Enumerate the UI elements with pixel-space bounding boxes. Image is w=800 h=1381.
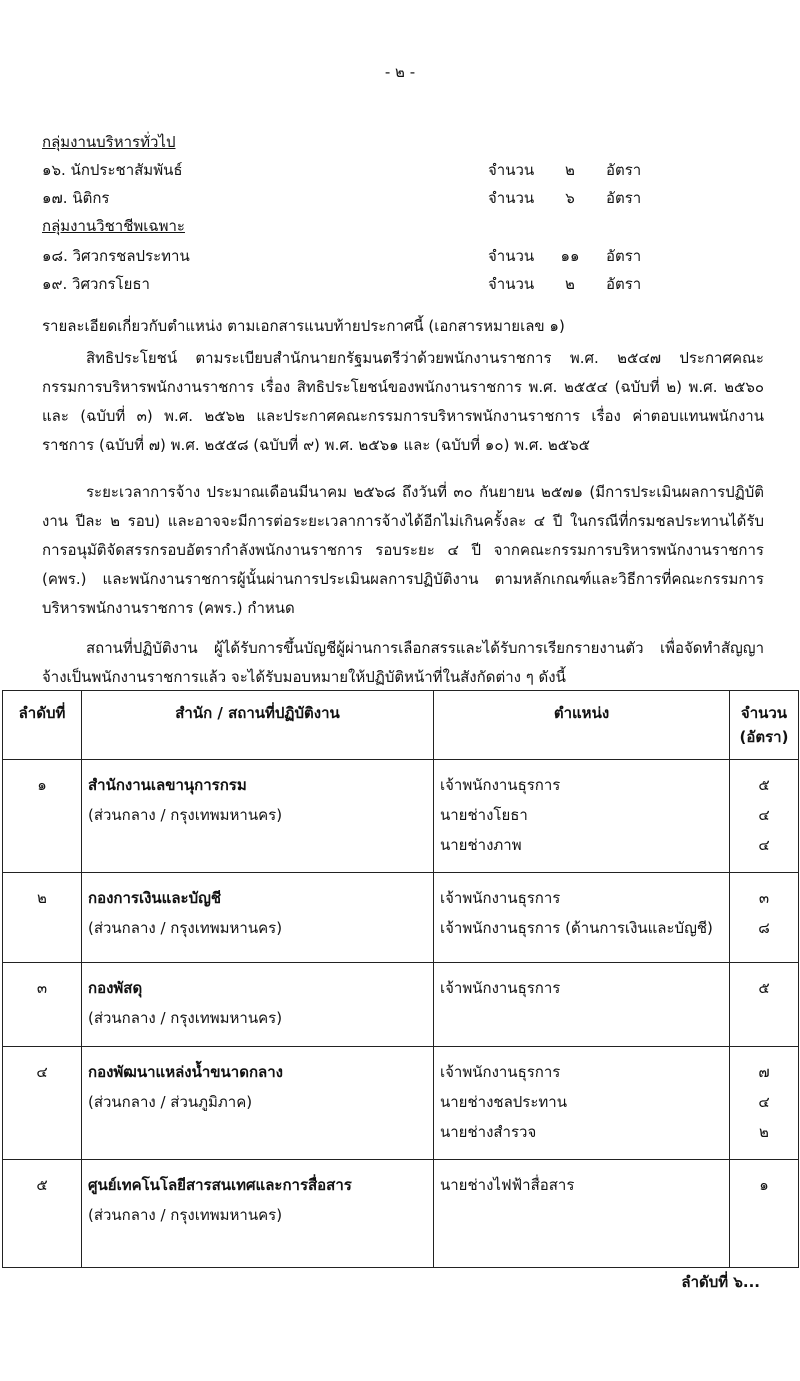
header-count-label: จำนวน xyxy=(740,704,788,722)
row-office xyxy=(82,963,434,1047)
office-location: (ส่วนกลาง / กรุงเทพมหานคร) xyxy=(88,1009,283,1027)
position-unit: อัตรา xyxy=(606,161,642,179)
row-seq: ๑ xyxy=(3,760,82,873)
position-count: ๘ xyxy=(758,919,770,937)
row-seq: ๒ xyxy=(3,873,82,963)
office-name: กองพัสดุ xyxy=(88,979,143,997)
row-counts xyxy=(730,760,799,873)
benefits-text: สิทธิประโยชน์ ตามระเบียบสำนักนายกรัฐมนตรีว่าด้วยพนักงานราชการ พ.ศ. ๒๕๔๗ ประกาศคณะกรรมการบริหารพนักงานราชการ เรื่อง สิทธิประโยชน์ของพนักงานราชการ พ.ศ. ๒๕๕๔ (ฉบับที่ ๒) พ.ศ. ๒๕๖๐ และ (ฉบับที่ ๓) พ.ศ. ๒๕๖๒ และประกาศคณะกรรมการบริหารพนักงานราชการ เรื่อง ค่าตอบแทนพนักงานราชการ (ฉบับที่ ๗) พ.ศ. ๒๕๕๘ (ฉบับที่ ๙) พ.ศ. ๒๕๖๑ และ (ฉบับที่ ๑๐) พ.ศ. ๒๕๖๕ xyxy=(42,349,764,454)
group-heading-general-admin: กลุ่มงานบริหารทั่วไป xyxy=(42,133,176,151)
table-row xyxy=(3,963,799,1047)
row-positions xyxy=(434,1160,730,1268)
workplace-table xyxy=(2,690,799,1268)
next-page-marker: ลำดับที่ ๖... xyxy=(681,1273,760,1291)
row-seq: ๔ xyxy=(3,1047,82,1160)
header-seq: ลำดับที่ xyxy=(3,691,82,760)
table-header-row xyxy=(3,691,799,760)
position-count: ๔ xyxy=(758,836,770,854)
position-count: ๒ xyxy=(759,1123,769,1141)
position-name: ๑๖. นักประชาสัมพันธ์ xyxy=(42,161,183,179)
position-title: นายช่างสำรวจ xyxy=(440,1123,537,1141)
page-number: - ๒ - xyxy=(384,63,416,81)
workplace-intro-paragraph xyxy=(42,634,764,692)
header-office: สำนัก / สถานที่ปฏิบัติงาน xyxy=(82,691,434,760)
header-count xyxy=(730,691,799,760)
position-name: ๑๗. นิติกร xyxy=(42,189,110,207)
office-location: (ส่วนกลาง / ส่วนภูมิภาค) xyxy=(88,1093,253,1111)
position-count-label: จำนวน xyxy=(488,275,535,293)
position-name: ๑๙. วิศวกรโยธา xyxy=(42,275,150,293)
office-location: (ส่วนกลาง / กรุงเทพมหานคร) xyxy=(88,919,283,937)
row-seq: ๕ xyxy=(3,1160,82,1268)
row-office xyxy=(82,1160,434,1268)
row-counts xyxy=(730,873,799,963)
office-name: กองการเงินและบัญชี xyxy=(88,889,222,907)
row-positions xyxy=(434,760,730,873)
header-position: ตำแหน่ง xyxy=(434,691,730,760)
office-location: (ส่วนกลาง / กรุงเทพมหานคร) xyxy=(88,806,283,824)
office-location: (ส่วนกลาง / กรุงเทพมหานคร) xyxy=(88,1206,283,1224)
employment-period-text: ระยะเวลาการจ้าง ประมาณเดือนมีนาคม ๒๕๖๘ ถึงวันที่ ๓๐ กันยายน ๒๕๗๑ (มีการประเมินผลการปฏิบัติงาน ปีละ ๒ รอบ) และอาจจะมีการต่อระยะเวลาการจ้างได้อีกไม่เกินครั้งละ ๔ ปี ในกรณีที่กรมชลประทานได้รับการอนุมัติจัดสรรกรอบอัตรากำลังพนักงานราชการ รอบระยะ ๔ ปี จากคณะกรรมการบริหารพนักงานราชการ (คพร.) และพนักงานราชการผู้นั้นผ่านการประเมินผลการปฏิบัติงาน ตามหลักเกณฑ์และวิธีการที่คณะกรรมการบริหารพนักงานราชการ (คพร.) กำหนด xyxy=(42,483,764,617)
position-title: เจ้าพนักงานธุรการ xyxy=(440,776,561,794)
position-name: ๑๘. วิศวกรชลประทาน xyxy=(42,247,190,265)
position-count: ๒ xyxy=(565,161,575,179)
position-unit: อัตรา xyxy=(606,189,642,207)
position-count: ๓ xyxy=(758,889,770,907)
position-title: เจ้าพนักงานธุรการ xyxy=(440,979,561,997)
workplace-intro-text: สถานที่ปฏิบัติงาน ผู้ได้รับการขึ้นบัญชีผู้ผ่านการเลือกสรรและได้รับการเรียกรายงานตัว เพื่อจัดทำสัญญาจ้างเป็นพนักงานราชการแล้ว จะได้รับมอบหมายให้ปฏิบัติหน้าที่ในสังกัดต่าง ๆ ดังนี้ xyxy=(42,639,764,686)
position-count-label: จำนวน xyxy=(488,247,535,265)
table-row xyxy=(3,1047,799,1160)
employment-period-paragraph xyxy=(42,478,764,623)
position-count: ๑ xyxy=(759,1176,769,1194)
table-row xyxy=(3,873,799,963)
position-count-label: จำนวน xyxy=(488,161,535,179)
header-count-unit: (อัตรา) xyxy=(739,728,789,746)
position-unit: อัตรา xyxy=(606,275,642,293)
position-count: ๔ xyxy=(758,806,770,824)
office-name: ศูนย์เทคโนโลยีสารสนเทศและการสื่อสาร xyxy=(88,1176,352,1194)
position-unit: อัตรา xyxy=(606,247,642,265)
row-counts xyxy=(730,1160,799,1268)
row-positions xyxy=(434,1047,730,1160)
position-title: เจ้าพนักงานธุรการ (ด้านการเงินและบัญชี) xyxy=(440,919,713,937)
position-count: ๕ xyxy=(758,776,770,794)
benefits-paragraph xyxy=(42,344,764,460)
table-row xyxy=(3,1160,799,1268)
row-counts xyxy=(730,1047,799,1160)
row-office xyxy=(82,760,434,873)
position-count: ๕ xyxy=(758,979,770,997)
row-positions xyxy=(434,963,730,1047)
row-office xyxy=(82,873,434,963)
position-title: นายช่างโยธา xyxy=(440,806,528,824)
position-count-label: จำนวน xyxy=(488,189,535,207)
row-positions xyxy=(434,873,730,963)
position-count: ๑๑ xyxy=(560,247,580,265)
position-title: นายช่างชลประทาน xyxy=(440,1093,567,1111)
office-name: สำนักงานเลขานุการกรม xyxy=(88,776,247,794)
group-heading-professional: กลุ่มงานวิชาชีพเฉพาะ xyxy=(42,217,185,235)
position-count: ๖ xyxy=(565,189,575,207)
details-note: รายละเอียดเกี่ยวกับตำแหน่ง ตามเอกสารแนบท้ายประกาศนี้ (เอกสารหมายเลข ๑) xyxy=(42,317,565,335)
row-office xyxy=(82,1047,434,1160)
row-counts xyxy=(730,963,799,1047)
position-count: ๔ xyxy=(758,1093,770,1111)
position-count: ๗ xyxy=(758,1063,770,1081)
office-name: กองพัฒนาแหล่งน้ำขนาดกลาง xyxy=(88,1063,283,1081)
table-row xyxy=(3,760,799,873)
position-title: เจ้าพนักงานธุรการ xyxy=(440,1063,561,1081)
row-seq: ๓ xyxy=(3,963,82,1047)
position-count: ๒ xyxy=(565,275,575,293)
position-title: เจ้าพนักงานธุรการ xyxy=(440,889,561,907)
position-title: นายช่างภาพ xyxy=(440,836,522,854)
position-title: นายช่างไฟฟ้าสื่อสาร xyxy=(440,1176,575,1194)
